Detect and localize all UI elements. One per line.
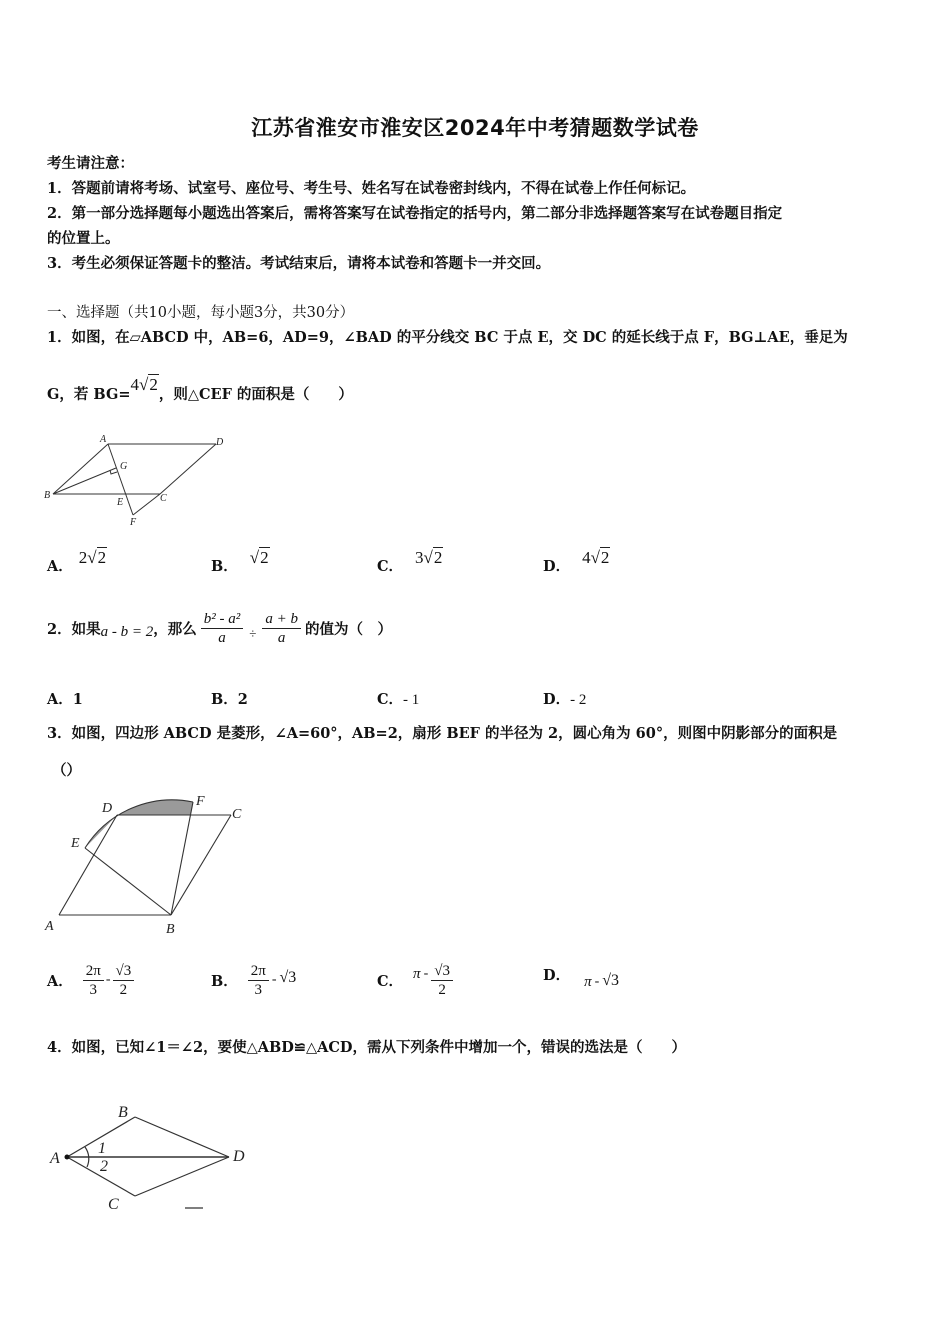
- q3-text-line2: （）: [52, 762, 81, 779]
- option-label: A．: [47, 558, 73, 575]
- option-value: [415, 548, 443, 568]
- label-D: D: [216, 437, 224, 448]
- label-D: D: [102, 801, 113, 816]
- q1-question-end: ，则△CEF 的面积是（ ）: [158, 385, 353, 403]
- option-label: C．: [377, 558, 404, 575]
- minus-sign: -: [594, 974, 600, 989]
- option-label: B．: [211, 691, 238, 708]
- label-B: B: [166, 922, 175, 937]
- option-label: D．: [543, 691, 571, 708]
- option-value: - 2: [570, 692, 587, 708]
- option-label: A．: [47, 972, 73, 990]
- label-A: A: [45, 919, 54, 934]
- sqrt-symbol: √2: [249, 548, 269, 567]
- q2-option-d[interactable]: [543, 688, 586, 709]
- q1-option-c[interactable]: [377, 546, 443, 576]
- option-fraction: [248, 962, 269, 999]
- notice-heading: 考生请注意：: [47, 155, 134, 172]
- q1-text-line2: [47, 376, 353, 410]
- segment-BE: [85, 848, 171, 915]
- fraction-denominator: 3: [89, 981, 98, 998]
- option-value: [79, 548, 107, 568]
- page-title: 江苏省淮安市淮安区2024年中考猜题数学试卷: [251, 116, 699, 140]
- minus-sign: -: [105, 972, 111, 987]
- q3-text: 3．如图，四边形 ABCD 是菱形，∠A=60°，AB=2，扇形 BEF 的半径为 2，圆心角为 60°，则图中阴影部分的面积是: [47, 725, 838, 742]
- fraction-numerator: 2π: [248, 962, 269, 981]
- notice-item-3: 3．考生必须保证答题卡的整洁。考试结束后，请将本试卷和答题卡一并交回。: [47, 255, 551, 272]
- fraction-denominator: a: [218, 629, 226, 646]
- sqrt-symbol: √2: [87, 548, 107, 567]
- fraction-numerator: a + b: [262, 610, 301, 629]
- fraction-denominator: 3: [254, 981, 263, 998]
- q1-bg-rad: 2: [149, 375, 158, 394]
- fraction-numerator: √3: [113, 962, 135, 981]
- q2-option-c[interactable]: [377, 688, 419, 709]
- option-value: [582, 548, 610, 568]
- option-coef: 3: [415, 548, 424, 567]
- q3-option-a[interactable]: [47, 954, 134, 1006]
- label-C: C: [160, 493, 167, 504]
- label-C: C: [232, 807, 242, 822]
- label-angle-1: 1: [98, 1140, 106, 1157]
- q1-bg-label: G，若 BG=: [47, 385, 131, 403]
- q2-fraction-1: [201, 610, 244, 647]
- label-A: A: [50, 1150, 60, 1167]
- option-fraction: [113, 962, 135, 999]
- q2-text: [47, 600, 392, 656]
- option-head: π: [413, 965, 421, 982]
- q2-prefix: 2．如果: [47, 620, 101, 638]
- option-value: 2: [237, 691, 248, 708]
- option-rad: 2: [97, 548, 107, 567]
- option-label: D．: [543, 966, 571, 984]
- option-rad: 2: [600, 548, 610, 567]
- q2-suffix: 的值为（ ）: [304, 620, 392, 638]
- division-sign: ÷: [249, 626, 257, 641]
- segment-BF: [171, 802, 193, 915]
- notice-item-2-cont: 的位置上。: [47, 230, 120, 247]
- point-A: [65, 1155, 70, 1160]
- fraction-denominator: a: [277, 629, 286, 646]
- option-value: - 1: [403, 692, 420, 708]
- q1-option-d[interactable]: [543, 546, 610, 576]
- fraction-denominator: 2: [438, 981, 446, 998]
- segment-CF: [133, 494, 160, 515]
- segment-DC: [160, 444, 216, 494]
- option-rad: 2: [433, 548, 443, 567]
- option-value: [250, 548, 270, 568]
- minus-sign: -: [271, 972, 277, 987]
- q4-text: 4．如图，已知∠1＝∠2，要使△ABD≌△ACD，需从下列条件中增加一个，错误的选法是（ ）: [47, 1039, 686, 1056]
- minus-sign: -: [423, 966, 429, 981]
- q4-figure: [40, 1095, 270, 1210]
- option-label: A．: [47, 691, 73, 708]
- option-coef: 2: [78, 548, 88, 567]
- right-angle-mark: [110, 470, 117, 474]
- q1-option-a[interactable]: [47, 546, 107, 576]
- fraction-numerator: √3: [431, 962, 453, 981]
- q2-fraction-2: [262, 610, 301, 647]
- option-label: D．: [543, 558, 571, 575]
- q3-option-c[interactable]: [377, 954, 453, 1006]
- segment-AB: [53, 444, 108, 494]
- sqrt-symbol: √2: [590, 548, 610, 567]
- option-fraction: [83, 962, 104, 999]
- option-fraction: [431, 962, 453, 999]
- segment-CD: [135, 1157, 229, 1196]
- q2-option-a[interactable]: [47, 688, 83, 709]
- option-value: 1: [72, 691, 83, 708]
- option-tail: √3: [602, 972, 620, 989]
- sqrt-symbol: √2: [423, 548, 443, 567]
- section-heading: 一、选择题（共10小题，每小题3分，共30分）: [47, 305, 355, 321]
- label-B: B: [118, 1104, 128, 1121]
- segment-BD: [135, 1117, 229, 1157]
- option-label: C．: [377, 972, 404, 990]
- label-angle-2: 2: [100, 1158, 108, 1175]
- segment-AD: [59, 815, 117, 915]
- label-D: D: [233, 1148, 245, 1165]
- q3-option-b[interactable]: [211, 954, 296, 1006]
- label-B: B: [44, 490, 51, 501]
- option-head: π: [584, 973, 592, 990]
- option-tail: √3: [279, 969, 297, 986]
- q1-bg-coef: 4: [130, 375, 139, 394]
- label-A: A: [100, 434, 107, 445]
- fraction-numerator: 2π: [83, 962, 104, 981]
- segment-BG: [53, 468, 116, 494]
- q1-option-b[interactable]: [211, 546, 270, 576]
- q2-option-b[interactable]: [211, 688, 248, 709]
- q2-condition: a - b = 2: [100, 623, 154, 640]
- label-E: E: [117, 497, 124, 508]
- option-label: B．: [211, 972, 238, 990]
- q3-option-d[interactable]: [543, 954, 619, 1006]
- label-C: C: [108, 1196, 119, 1210]
- option-label: B．: [211, 558, 238, 575]
- label-G: G: [120, 461, 128, 472]
- segment-BC: [171, 815, 231, 915]
- option-coef: 4: [582, 548, 591, 567]
- q1-text: 1．如图，在▱ABCD 中，AB=6，AD=9，∠BAD 的平分线交 BC 于点 E，交 DC 的延长线于点 F，BG⊥AE，垂足为: [47, 329, 848, 346]
- fraction-denominator: 2: [119, 981, 128, 998]
- q1-figure: [40, 432, 230, 532]
- fraction-numerator: b² - a²: [201, 610, 244, 629]
- label-F: F: [196, 794, 205, 809]
- label-F: F: [130, 517, 137, 528]
- notice-item-1: 1．答题前请将考场、试室号、座位号、考生号、姓名写在试卷密封线内，不得在试卷上作任何标记。: [47, 180, 696, 197]
- notice-item-2: 2．第一部分选择题每小题选出答案后，需将答案写在试卷指定的括号内，第二部分非选择题答案写在试卷题目指定: [47, 205, 783, 222]
- q1-bg-value: [131, 375, 159, 395]
- option-label: C．: [377, 691, 404, 708]
- label-E: E: [71, 836, 80, 851]
- q3-figure: [40, 790, 260, 940]
- sqrt-symbol: √2: [139, 375, 158, 394]
- option-rad: 2: [260, 548, 269, 567]
- q2-mid: ，那么: [153, 620, 197, 638]
